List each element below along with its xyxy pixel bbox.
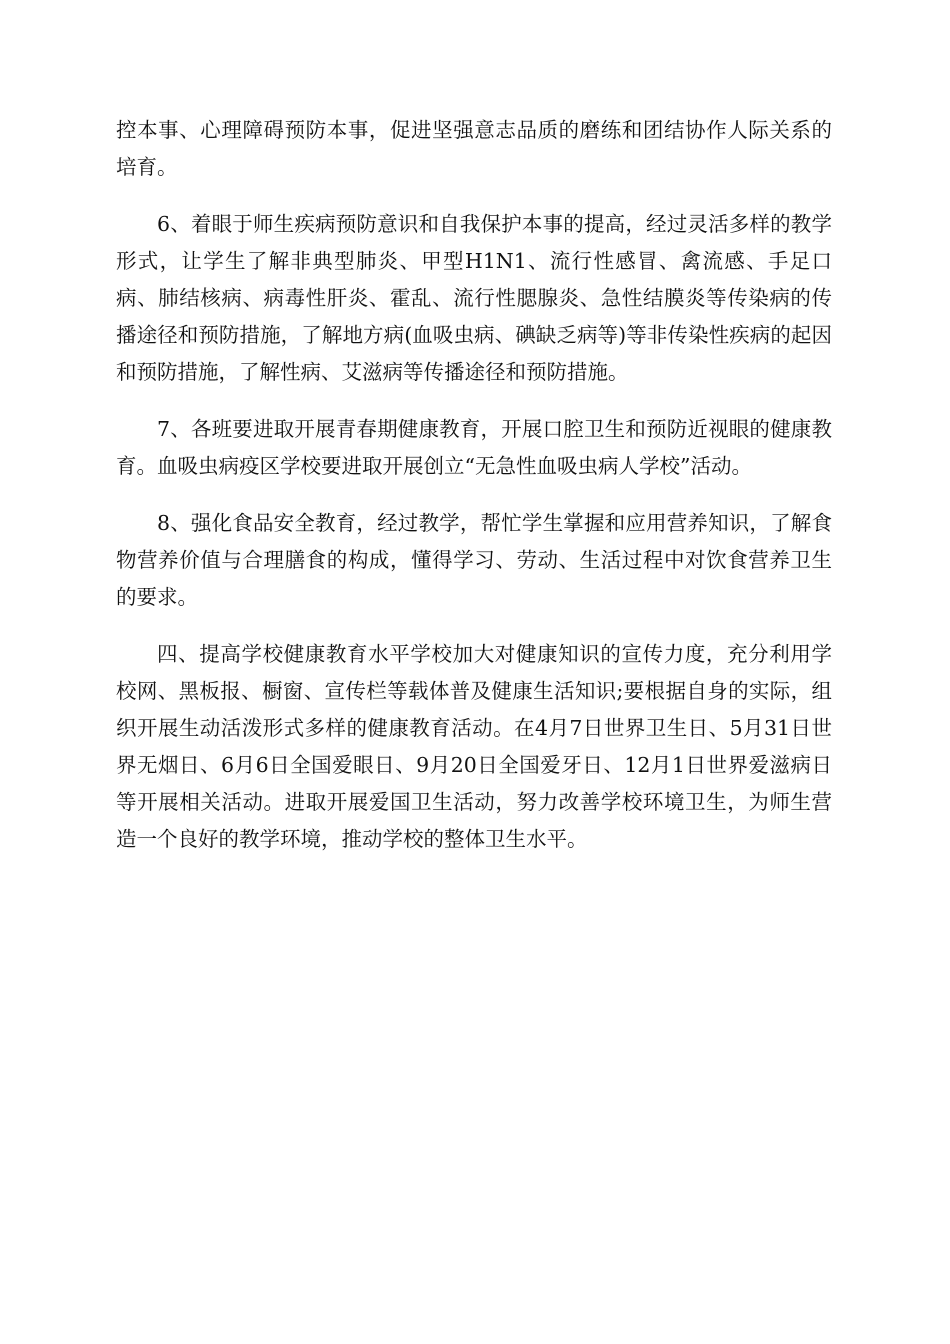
- paragraph-item-7: 7、各班要进取开展青春期健康教育，开展口腔卫生和预防近视眼的健康教育。血吸虫病疫区学校要进取开展创立“无急性血吸虫病人学校”活动。: [116, 417, 832, 478]
- paragraph-item-8: 8、强化食品安全教育，经过教学，帮忙学生掌握和应用营养知识，了解食物营养价值与合理膳食的构成，懂得学习、劳动、生活过程中对饮食营养卫生的要求。: [116, 511, 832, 609]
- paragraph-continuation: 控本事、心理障碍预防本事，促进坚强意志品质的磨练和团结协作人际关系的培育。: [116, 118, 832, 179]
- document-page: [116, 112, 832, 878]
- paragraph-item-6: 6、着眼于师生疾病预防意识和自我保护本事的提高，经过灵活多样的教学形式，让学生了解非典型肺炎、甲型H1N1、流行性感冒、禽流感、手足口病、肺结核病、病毒性肝炎、霍乱、流行性腮腺炎、急性结膜炎等传染病的传播途径和预防措施，了解地方病(血吸虫病、碘缺乏病等)等非传染性疾病的起因和预防措施，了解性病、艾滋病等传播途径和预防措施。: [116, 212, 832, 384]
- paragraph-section-4: 四、提高学校健康教育水平学校加大对健康知识的宣传力度，充分利用学校网、黑板报、橱窗、宣传栏等载体普及健康生活知识;要根据自身的实际，组织开展生动活泼形式多样的健康教育活动。在4月7日世界卫生日、5月31日世界无烟日、6月6日全国爱眼日、9月20日全国爱牙日、12月1日世界爱滋病日等开展相关活动。进取开展爱国卫生活动，努力改善学校环境卫生，为师生营造一个良好的教学环境，推动学校的整体卫生水平。: [116, 642, 832, 851]
